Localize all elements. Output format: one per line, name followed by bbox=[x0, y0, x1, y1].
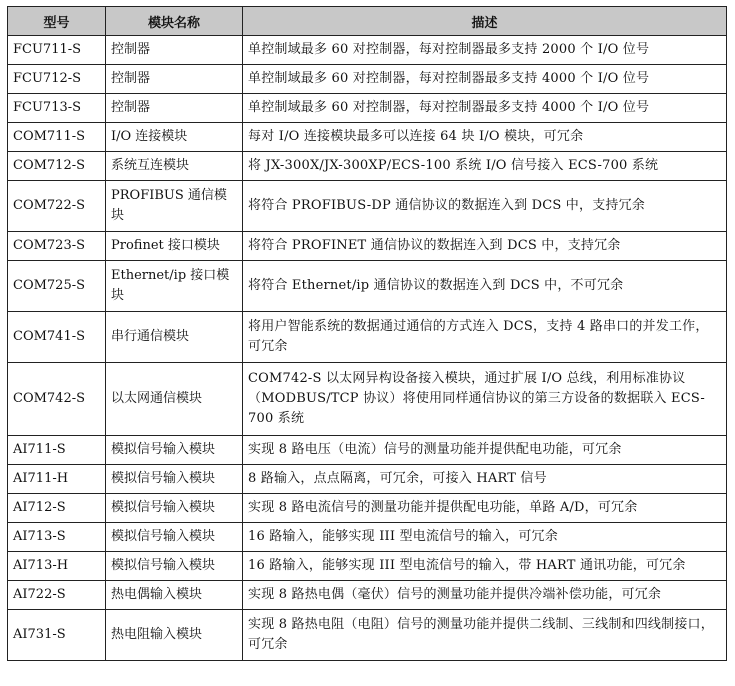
cell-module-name: 模拟信号输入模块 bbox=[106, 523, 243, 552]
cell-module-name: 控制器 bbox=[106, 94, 243, 123]
table-row bbox=[8, 123, 727, 152]
header-model: 型号 bbox=[8, 7, 106, 36]
cell-model: AI712-S bbox=[8, 494, 106, 523]
table-row bbox=[8, 36, 727, 65]
cell-description: 16 路输入，能够实现 III 型电流信号的输入，可冗余 bbox=[243, 523, 727, 552]
table-row bbox=[8, 610, 727, 661]
cell-module-name: 模拟信号输入模块 bbox=[106, 465, 243, 494]
cell-module-name: 控制器 bbox=[106, 65, 243, 94]
table-row bbox=[8, 261, 727, 312]
cell-description: 将符合 PROFINET 通信协议的数据连入到 DCS 中，支持冗余 bbox=[243, 232, 727, 261]
cell-description: 每对 I/O 连接模块最多可以连接 64 块 I/O 模块，可冗余 bbox=[243, 123, 727, 152]
table-row bbox=[8, 94, 727, 123]
cell-module-name: 热电阻输入模块 bbox=[106, 610, 243, 661]
cell-module-name: 模拟信号输入模块 bbox=[106, 552, 243, 581]
table-row bbox=[8, 581, 727, 610]
module-table-container bbox=[7, 6, 726, 661]
cell-model: FCU713-S bbox=[8, 94, 106, 123]
table-row bbox=[8, 152, 727, 181]
cell-module-name: 热电偶输入模块 bbox=[106, 581, 243, 610]
cell-description: 单控制域最多 60 对控制器，每对控制器最多支持 2000 个 I/O 位号 bbox=[243, 36, 727, 65]
cell-model: COM741-S bbox=[8, 312, 106, 363]
cell-module-name: 以太网通信模块 bbox=[106, 363, 243, 436]
table-row bbox=[8, 523, 727, 552]
table-row bbox=[8, 465, 727, 494]
cell-description: 16 路输入，能够实现 III 型电流信号的输入，带 HART 通讯功能，可冗余 bbox=[243, 552, 727, 581]
cell-description: 将符合 PROFIBUS-DP 通信协议的数据连入到 DCS 中，支持冗余 bbox=[243, 181, 727, 232]
cell-description: 单控制域最多 60 对控制器，每对控制器最多支持 4000 个 I/O 位号 bbox=[243, 94, 727, 123]
cell-description: 将用户智能系统的数据通过通信的方式连入 DCS，支持 4 路串口的并发工作，可冗余 bbox=[243, 312, 727, 363]
cell-module-name: Ethernet/ip 接口模块 bbox=[106, 261, 243, 312]
cell-description: 实现 8 路热电偶（毫伏）信号的测量功能并提供冷端补偿功能，可冗余 bbox=[243, 581, 727, 610]
cell-module-name: I/O 连接模块 bbox=[106, 123, 243, 152]
cell-module-name: 系统互连模块 bbox=[106, 152, 243, 181]
cell-model: AI722-S bbox=[8, 581, 106, 610]
cell-model: FCU711-S bbox=[8, 36, 106, 65]
cell-description: 8 路输入，点点隔离，可冗余，可接入 HART 信号 bbox=[243, 465, 727, 494]
cell-description: 实现 8 路热电阻（电阻）信号的测量功能并提供二线制、三线制和四线制接口，可冗余 bbox=[243, 610, 727, 661]
cell-model: COM711-S bbox=[8, 123, 106, 152]
table-row bbox=[8, 363, 727, 436]
cell-description: 单控制域最多 60 对控制器，每对控制器最多支持 4000 个 I/O 位号 bbox=[243, 65, 727, 94]
cell-model: AI713-S bbox=[8, 523, 106, 552]
cell-module-name: 控制器 bbox=[106, 36, 243, 65]
cell-module-name: PROFIBUS 通信模块 bbox=[106, 181, 243, 232]
table-row bbox=[8, 181, 727, 232]
cell-model: AI713-H bbox=[8, 552, 106, 581]
cell-description: COM742-S 以太网异构设备接入模块，通过扩展 I/O 总线，利用标准协议（MODBUS/TCP 协议）将使用同样通信协议的第三方设备的数据联入 ECS-700 系统 bbox=[243, 363, 727, 436]
cell-model: AI731-S bbox=[8, 610, 106, 661]
header-module-name: 模块名称 bbox=[106, 7, 243, 36]
cell-model: AI711-H bbox=[8, 465, 106, 494]
cell-model: COM712-S bbox=[8, 152, 106, 181]
cell-description: 将符合 Ethernet/ip 通信协议的数据连入到 DCS 中，不可冗余 bbox=[243, 261, 727, 312]
table-row bbox=[8, 552, 727, 581]
cell-model: COM725-S bbox=[8, 261, 106, 312]
table-body bbox=[8, 36, 727, 661]
cell-module-name: 模拟信号输入模块 bbox=[106, 436, 243, 465]
table-row bbox=[8, 494, 727, 523]
table-row bbox=[8, 65, 727, 94]
header-description: 描述 bbox=[243, 7, 727, 36]
cell-module-name: 串行通信模块 bbox=[106, 312, 243, 363]
cell-model: FCU712-S bbox=[8, 65, 106, 94]
cell-description: 实现 8 路电流信号的测量功能并提供配电功能，单路 A/D，可冗余 bbox=[243, 494, 727, 523]
module-table bbox=[7, 6, 727, 661]
cell-model: COM722-S bbox=[8, 181, 106, 232]
table-row bbox=[8, 436, 727, 465]
cell-description: 实现 8 路电压（电流）信号的测量功能并提供配电功能，可冗余 bbox=[243, 436, 727, 465]
table-header-row bbox=[8, 7, 727, 36]
cell-model: COM742-S bbox=[8, 363, 106, 436]
table-row bbox=[8, 232, 727, 261]
cell-module-name: 模拟信号输入模块 bbox=[106, 494, 243, 523]
cell-module-name: Profinet 接口模块 bbox=[106, 232, 243, 261]
cell-description: 将 JX-300X/JX-300XP/ECS-100 系统 I/O 信号接入 ECS-700 系统 bbox=[243, 152, 727, 181]
table-row bbox=[8, 312, 727, 363]
cell-model: AI711-S bbox=[8, 436, 106, 465]
cell-model: COM723-S bbox=[8, 232, 106, 261]
